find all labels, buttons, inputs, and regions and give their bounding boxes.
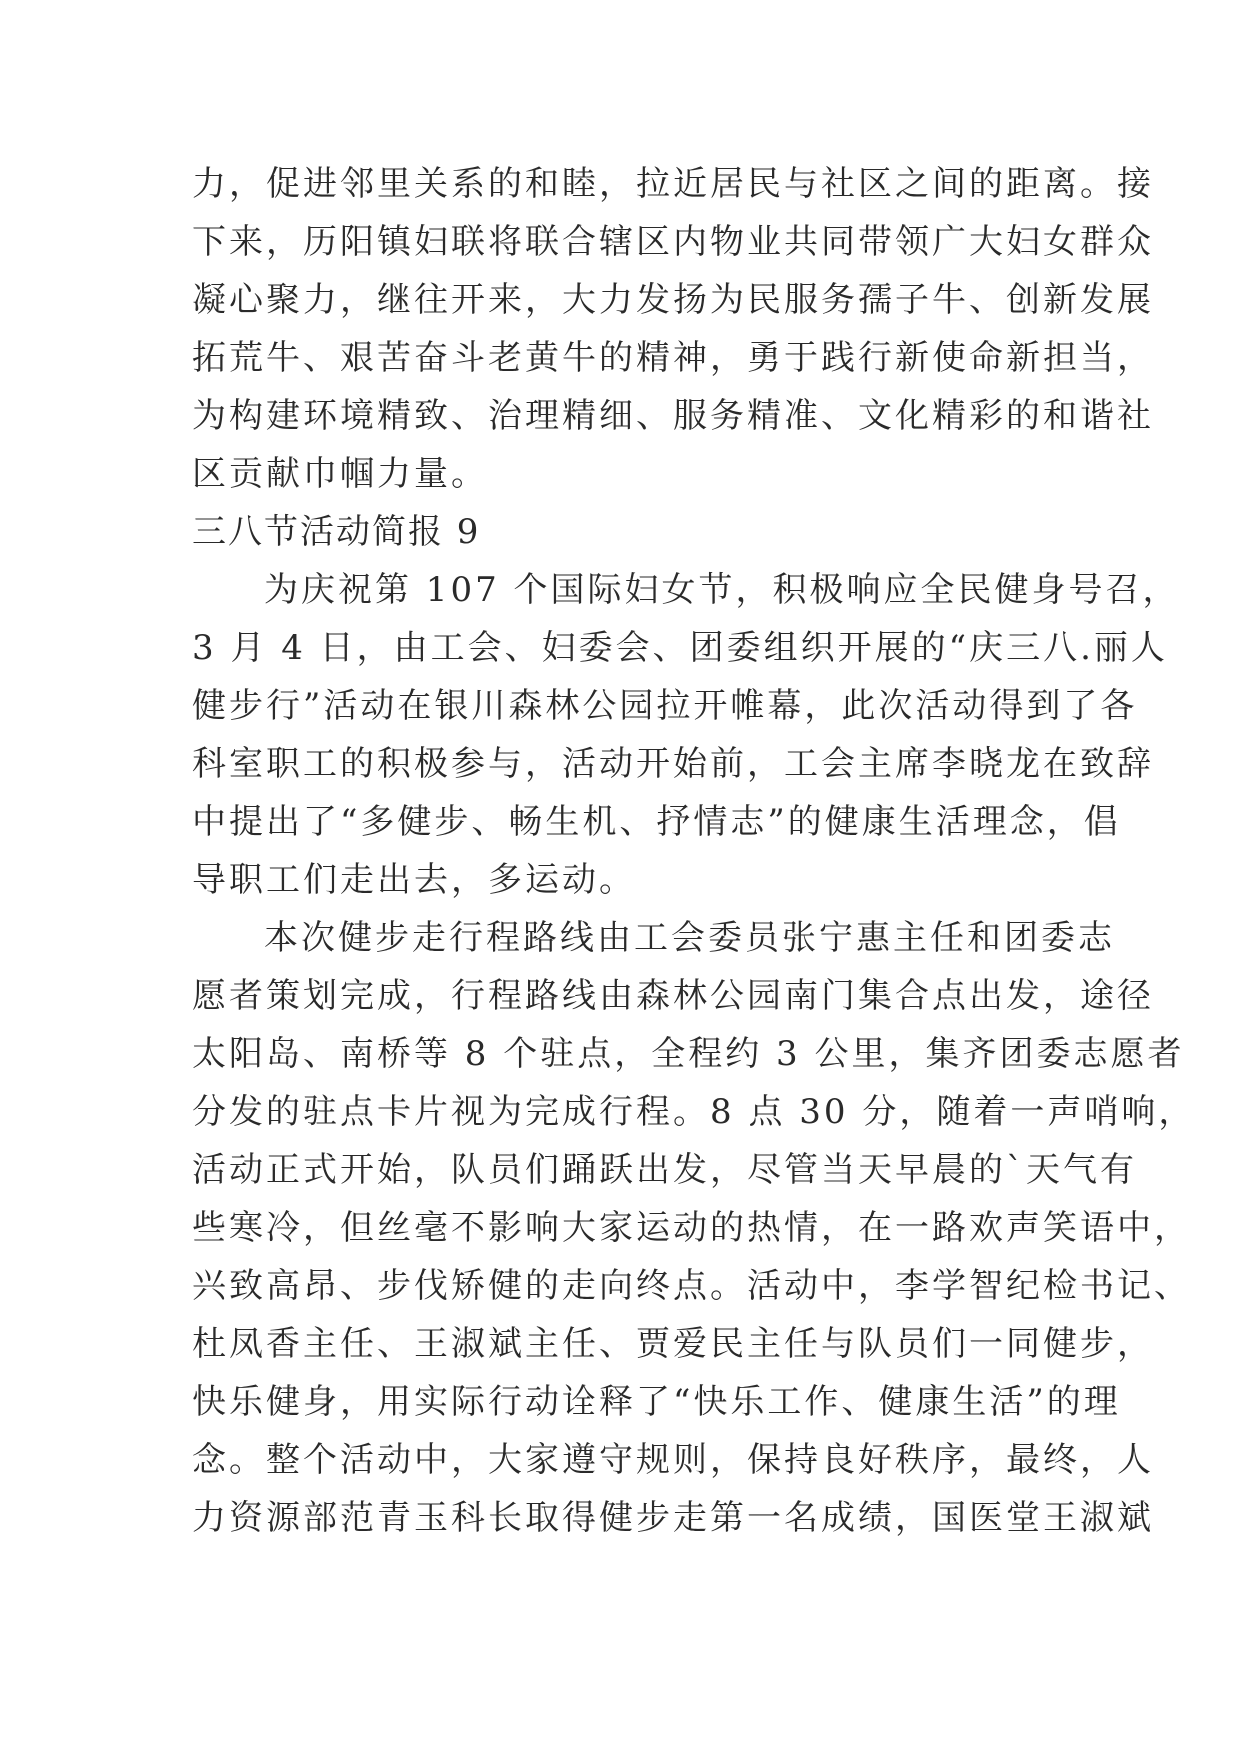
paragraph-line: 兴致高昂、步伐矫健的走向终点。活动中，李学智纪检书记、 (192, 1266, 1191, 1306)
paragraph-1 (192, 561, 1180, 909)
paragraph-line: 些寒冷，但丝毫不影响大家运动的热情，在一路欢声笑语中， (192, 1208, 1191, 1248)
section-heading: 三八节活动简报 9 (192, 512, 481, 552)
paragraph-line: 活动正式开始，队员们踊跃出发，尽管当天早晨的`天气有 (192, 1150, 1137, 1190)
paragraph-line: 本次健步走行程路线由工会委员张宁惠主任和团委志 (264, 918, 1115, 958)
paragraph-line: 太阳岛、南桥等 8 个驻点，全程约 3 公里，集齐团委志愿者 (192, 1034, 1185, 1074)
document-body (192, 155, 1196, 1547)
paragraph-line: 快乐健身，用实际行动诠释了“快乐工作、健康生活”的理 (192, 1382, 1121, 1422)
paragraph-line: 为构建环境精致、治理精细、服务精准、文化精彩的和谐社 (192, 396, 1154, 436)
paragraph-line: 中提出了“多健步、畅生机、抒情志”的健康生活理念，倡 (192, 802, 1121, 842)
paragraph-line: 区贡献巾帼力量。 (192, 454, 488, 494)
paragraph-line: 念。整个活动中，大家遵守规则，保持良好秩序，最终，人 (192, 1440, 1154, 1480)
paragraph-line: 为庆祝第 107 个国际妇女节，积极响应全民健身号召， (264, 570, 1180, 610)
paragraph-line: 拓荒牛、艰苦奋斗老黄牛的精神，勇于践行新使命新担当， (192, 338, 1154, 378)
paragraph-line: 分发的驻点卡片视为完成行程。8 点 30 分，随着一声哨响， (192, 1092, 1196, 1132)
paragraph-line: 凝心聚力，继往开来，大力发扬为民服务孺子牛、创新发展 (192, 280, 1154, 320)
paragraph-line: 科室职工的积极参与，活动开始前，工会主席李晓龙在致辞 (192, 744, 1154, 784)
paragraph-line: 导职工们走出去，多运动。 (192, 860, 636, 900)
paragraph-line: 力，促进邻里关系的和睦，拉近居民与社区之间的距离。接 (192, 164, 1154, 204)
paragraph-line: 愿者策划完成，行程路线由森林公园南门集合点出发，途径 (192, 976, 1154, 1016)
paragraph-line: 3 月 4 日，由工会、妇委会、团委组织开展的“庆三八.丽人 (192, 628, 1168, 668)
paragraph-2 (192, 909, 1196, 1547)
paragraph-line: 下来，历阳镇妇联将联合辖区内物业共同带领广大妇女群众 (192, 222, 1154, 262)
intro-paragraph (192, 155, 1154, 503)
paragraph-line: 力资源部范青玉科长取得健步走第一名成绩，国医堂王淑斌 (192, 1498, 1154, 1538)
paragraph-line: 杜凤香主任、王淑斌主任、贾爱民主任与队员们一同健步， (192, 1324, 1154, 1364)
paragraph-line: 健步行”活动在银川森林公园拉开帷幕，此次活动得到了各 (192, 686, 1138, 726)
